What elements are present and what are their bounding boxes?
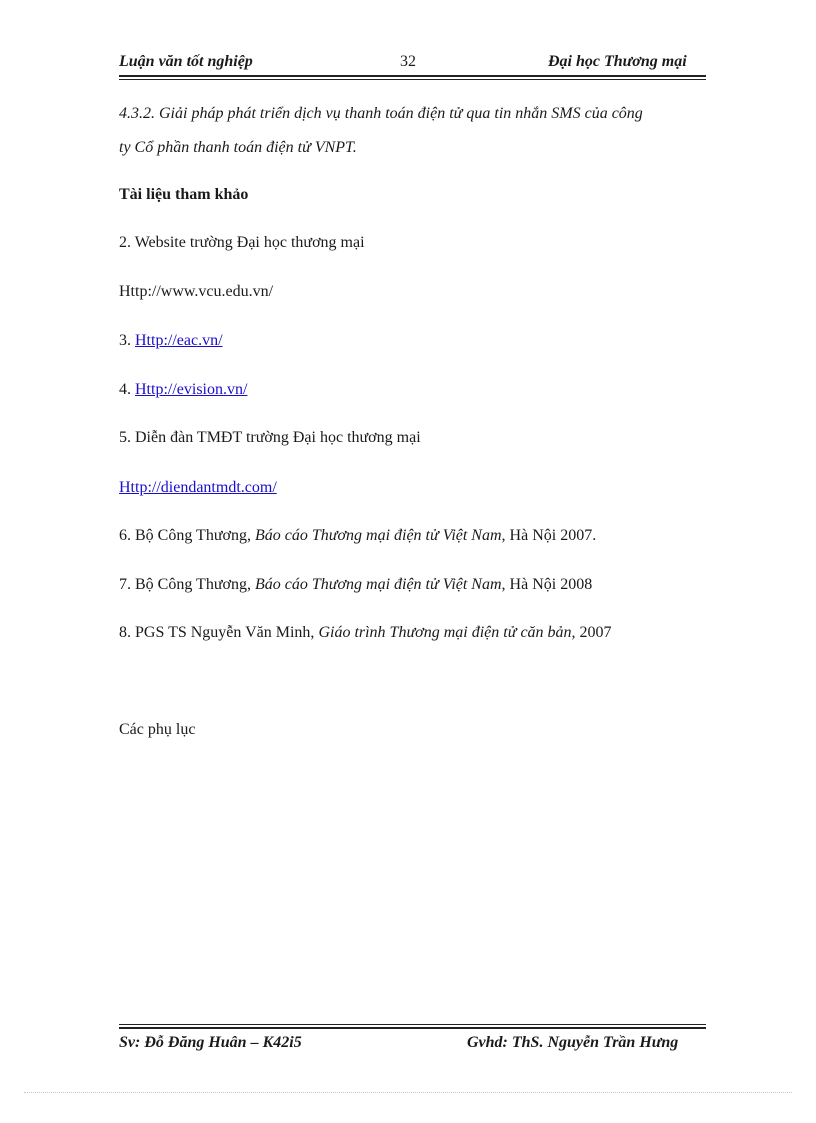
header-rule-thick (119, 75, 706, 77)
reference-item-5: 5. Diễn đàn TMĐT trường Đại học thương mại (119, 429, 421, 446)
reference-item-4-link[interactable]: Http://evision.vn/ (135, 381, 248, 398)
appendix-label: Các phụ lục (119, 721, 196, 738)
reference-item-3 (119, 331, 223, 351)
reference-item-7-place: Hà Nội 2008 (505, 576, 593, 593)
header-left-title: Luận văn tốt nghiệp (119, 53, 253, 70)
reference-item-6-place: Hà Nội 2007. (505, 527, 597, 544)
reference-item-8-author: 8. PGS TS Nguyễn Văn Minh, (119, 624, 319, 641)
reference-item-4 (119, 380, 247, 400)
reference-item-7-author: 7. Bộ Công Thương, (119, 576, 255, 593)
footer-rule-thin (119, 1024, 706, 1025)
reference-item-6-title: Báo cáo Thương mại điện tử Việt Nam, (254, 527, 506, 544)
reference-item-6 (119, 526, 596, 546)
footer-student: Sv: Đỗ Đăng Huân – K42i5 (119, 1034, 302, 1051)
section-heading-line-2: ty Cổ phần thanh toán điện tử VNPT. (119, 139, 357, 156)
reference-item-8-year: 2007 (575, 624, 612, 641)
reference-item-3-number: 3. (119, 332, 135, 349)
footer-rule-thick (119, 1027, 706, 1029)
footer-advisor: Gvhd: ThS. Nguyễn Trần Hưng (467, 1034, 679, 1051)
page-bottom-dotted-border (24, 1092, 792, 1093)
reference-item-5-link-line (119, 478, 277, 498)
reference-item-7-title: Báo cáo Thương mại điện tử Việt Nam, (254, 576, 506, 593)
reference-item-3-link[interactable]: Http://eac.vn/ (135, 332, 223, 349)
header-rule-thin (119, 79, 706, 80)
reference-item-2: 2. Website trường Đại học thương mại (119, 234, 365, 251)
reference-item-4-number: 4. (119, 381, 135, 398)
reference-item-5-link[interactable]: Http://diendantmdt.com/ (119, 479, 277, 496)
header-right-title: Đại học Thương mại (548, 53, 687, 70)
reference-item-6-author: 6. Bộ Công Thương, (119, 527, 255, 544)
section-heading-line-1: 4.3.2. Giải pháp phát triển dịch vụ thanh toán điện tử qua tin nhắn SMS của công (119, 105, 643, 122)
page-number: 32 (400, 53, 416, 70)
references-title: Tài liệu tham khảo (119, 186, 249, 203)
reference-item-8 (119, 623, 612, 643)
reference-item-7 (119, 575, 592, 595)
reference-item-2-url: Http://www.vcu.edu.vn/ (119, 283, 274, 300)
reference-item-8-title: Giáo trình Thương mại điện tử căn bản, (318, 624, 576, 641)
